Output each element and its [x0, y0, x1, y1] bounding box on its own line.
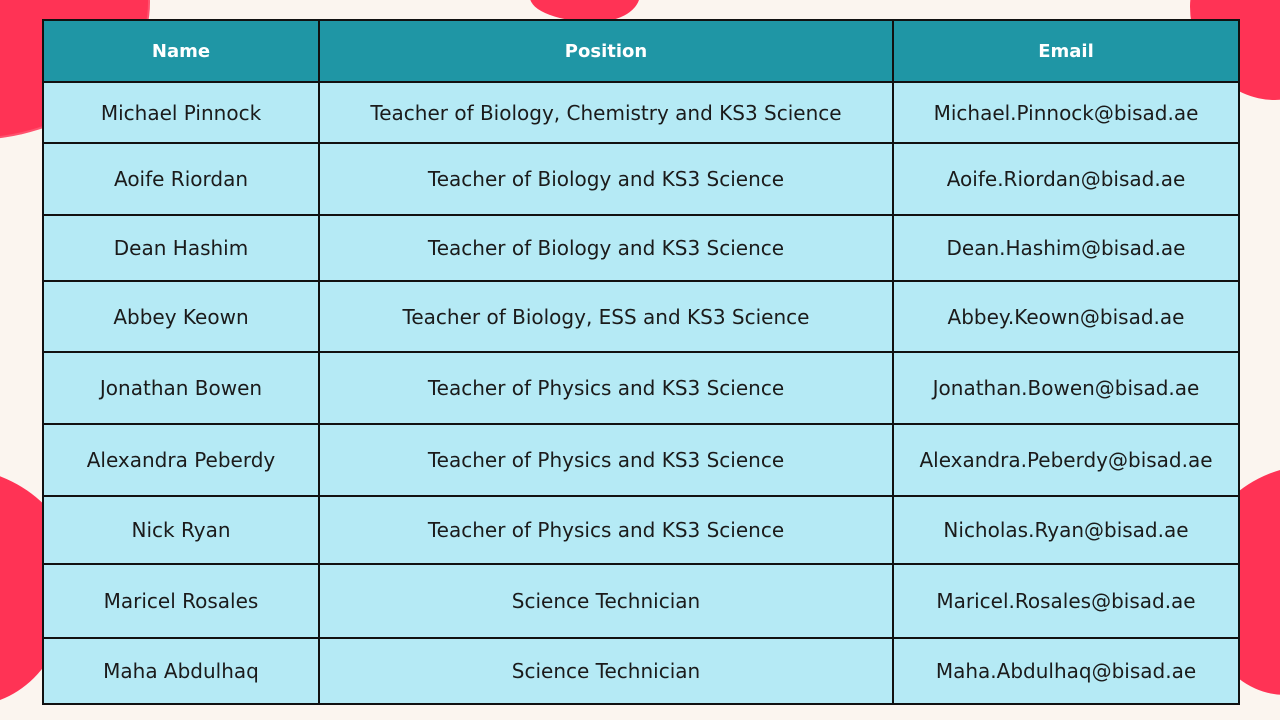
table-row [43, 352, 1239, 424]
table-row [43, 82, 1239, 143]
cell-name: Nick Ryan [43, 496, 319, 564]
cell-name: Michael Pinnock [43, 82, 319, 143]
cell-name: Jonathan Bowen [43, 352, 319, 424]
cell-position: Teacher of Biology and KS3 Science [319, 215, 893, 281]
cell-name: Maha Abdulhaq [43, 638, 319, 704]
table-row [43, 424, 1239, 496]
cell-email: Alexandra.Peberdy@bisad.ae [893, 424, 1239, 496]
cell-email: Dean.Hashim@bisad.ae [893, 215, 1239, 281]
header-position: Position [319, 20, 893, 82]
table-row [43, 496, 1239, 564]
table-body [43, 82, 1239, 704]
header-name: Name [43, 20, 319, 82]
cell-position: Science Technician [319, 638, 893, 704]
table-row [43, 143, 1239, 215]
cell-position: Teacher of Physics and KS3 Science [319, 496, 893, 564]
cell-position: Teacher of Biology, ESS and KS3 Science [319, 281, 893, 352]
cell-email: Maha.Abdulhaq@bisad.ae [893, 638, 1239, 704]
cell-position: Teacher of Physics and KS3 Science [319, 424, 893, 496]
cell-email: Michael.Pinnock@bisad.ae [893, 82, 1239, 143]
cell-name: Abbey Keown [43, 281, 319, 352]
cell-name: Alexandra Peberdy [43, 424, 319, 496]
header-email: Email [893, 20, 1239, 82]
table-row [43, 215, 1239, 281]
table-row [43, 564, 1239, 638]
cell-name: Maricel Rosales [43, 564, 319, 638]
cell-email: Aoife.Riordan@bisad.ae [893, 143, 1239, 215]
cell-email: Abbey.Keown@bisad.ae [893, 281, 1239, 352]
cell-position: Teacher of Physics and KS3 Science [319, 352, 893, 424]
cell-name: Dean Hashim [43, 215, 319, 281]
cell-position: Science Technician [319, 564, 893, 638]
cell-email: Maricel.Rosales@bisad.ae [893, 564, 1239, 638]
table-row [43, 281, 1239, 352]
cell-position: Teacher of Biology and KS3 Science [319, 143, 893, 215]
header-row [43, 20, 1239, 82]
cell-email: Jonathan.Bowen@bisad.ae [893, 352, 1239, 424]
cell-name: Aoife Riordan [43, 143, 319, 215]
cell-position: Teacher of Biology, Chemistry and KS3 Science [319, 82, 893, 143]
cell-email: Nicholas.Ryan@bisad.ae [893, 496, 1239, 564]
staff-table [42, 19, 1240, 705]
table-header [43, 20, 1239, 82]
table-row [43, 638, 1239, 704]
